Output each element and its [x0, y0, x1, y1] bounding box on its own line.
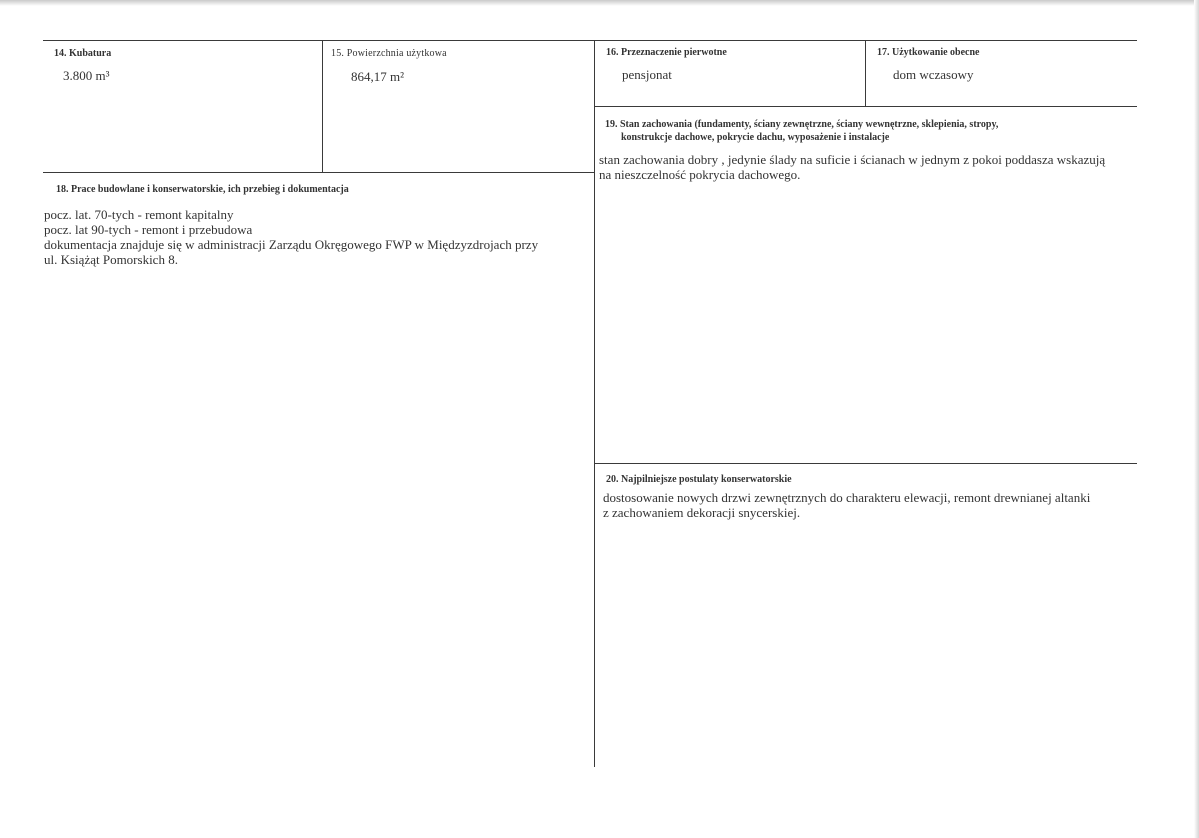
field-20-label: 20. Najpilniejsze postulaty konserwatorskie [606, 474, 792, 485]
field-19-label-line: konstrukcje dachowe, pokrycie dachu, wyposażenie i instalacje [621, 132, 890, 143]
field-18-line: dokumentacja znajduje się w administracji Zarządu Okręgowego FWP w Międzyzdrojach przy [44, 237, 539, 252]
field-20-text [603, 490, 1090, 520]
field-14-label: 14. Kubatura [54, 48, 112, 59]
top-rule [43, 40, 1137, 41]
field-18-label: 18. Prace budowlane i konserwatorskie, ich przebieg i dokumentacja [56, 184, 349, 195]
rule-above-20 [594, 463, 1137, 464]
divider-14-15 [322, 40, 323, 172]
field-19-line: stan zachowania dobry , jedynie ślady na suficie i ścianach w jednym z pokoi poddasza wskazują [599, 152, 1106, 167]
field-18-line: ul. Książąt Pomorskich 8. [44, 252, 178, 267]
field-18-text [44, 207, 538, 267]
field-17-label: 17. Użytkowanie obecne [877, 47, 980, 58]
scan-top-edge [0, 0, 1199, 6]
field-20-line: dostosowanie nowych drzwi zewnętrznych do charakteru elewacji, remont drewnianej altanki [603, 490, 1091, 505]
field-17-value: dom wczasowy [893, 67, 974, 82]
field-14-value: 3.800 m³ [63, 68, 110, 83]
center-divider [594, 40, 595, 767]
field-16-value: pensjonat [622, 67, 672, 82]
field-19-label [605, 118, 998, 144]
field-19-line: na nieszczelność pokrycia dachowego. [599, 167, 801, 182]
field-15-value: 864,17 m² [351, 69, 405, 84]
field-19-text [599, 152, 1105, 182]
field-18-line: pocz. lat. 70-tych - remont kapitalny [44, 207, 234, 222]
field-16-label: 16. Przeznaczenie pierwotne [606, 47, 727, 58]
field-20-line: z zachowaniem dekoracji snycerskiej. [603, 505, 801, 520]
field-18-line: pocz. lat 90-tych - remont i przebudowa [44, 222, 253, 237]
rule-below-16-17 [594, 106, 1137, 107]
divider-16-17 [865, 40, 866, 106]
field-15-label: 15. Powierzchnia użytkowa [331, 48, 447, 59]
scan-right-edge [1194, 0, 1199, 838]
field-19-label-line: 19. Stan zachowania (fundamenty, ściany zewnętrzne, ściany wewnętrzne, sklepienia, stropy, [605, 119, 999, 130]
rule-above-18 [43, 172, 594, 173]
